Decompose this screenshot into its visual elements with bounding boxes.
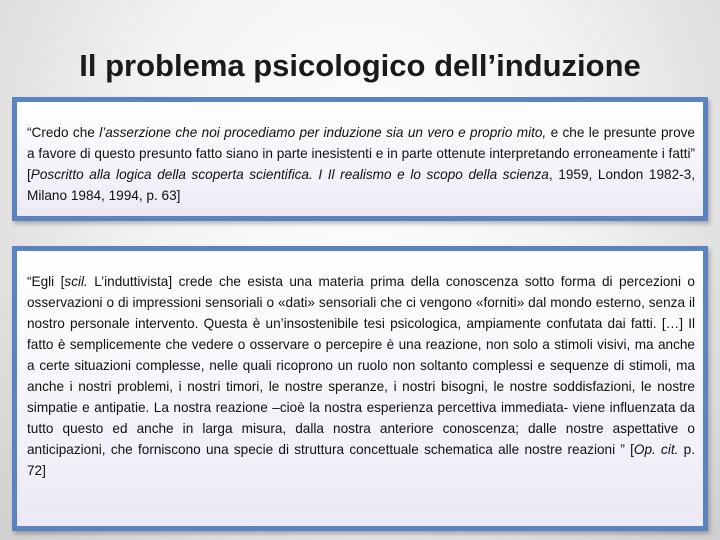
slide-title: Il problema psicologico dell’induzione (79, 48, 641, 83)
quote-2-text-a: “Egli [ (27, 274, 65, 289)
quote-1-citation: , 1959, London 1982-3, Milano 1984, 1994, p. 63] (27, 167, 695, 203)
quote-box-2 (12, 246, 708, 531)
quote-1-text-b: e che le presunte prove a favore di questo presunto fatto siano in parte inesistenti e in parte ottenute interpretando erroneamente i fatti” [ (27, 125, 695, 182)
quote-1-text-a: “Credo che (27, 125, 100, 140)
quote-1-text (27, 122, 695, 206)
quote-1-italic-a: l’asserzione che noi procediamo per induzione sia un vero e proprio mito, (99, 125, 547, 140)
quote-2-italic-scil: scil. (64, 274, 88, 289)
quote-2-op-cit: Op. cit. (633, 442, 679, 457)
quote-box-1 (12, 97, 708, 221)
quote-2-text-b: L’induttivista] crede che esista una materia prima della conoscenza sotto forma di percezioni o osservazioni o di impressioni sensoriali o «dati» sensoriali che ci vengono «forniti» dal mondo esterno, senza il nostro personale intervento. Questa è un’insostenibile tesi psicologica, ampiamente confutata dai fatti. […] Il fatto è semplicemente che vedere o osservare o percepire è una reazione, non solo a stimoli visivi, ma anche a certe situazioni complesse, nelle quali ricoprono un ruolo non soltanto complessi e sequenze di stimoli, ma anche i nostri problemi, i nostri timori, le nostre speranze, i nostri bisogni, le nostre soddisfazioni, le nostre simpatie e antipatie. La nostra reazione –cioè la nostra esperienza percettiva immediata- viene influenzata da tutto questo ed anche in larga misura, dalla nostra anteriore conoscenza; dalle nostre aspettative o anticipazioni, che forniscono una specie di struttura concettuale schematica alle nostre reazioni ” [ (27, 274, 695, 457)
quote-1-source-title: Poscritto alla logica della scoperta scientifica. I Il realismo e lo scopo della scienza (30, 167, 549, 182)
quote-2-citation: p. 72] (27, 442, 695, 478)
quote-2-text (27, 271, 695, 481)
